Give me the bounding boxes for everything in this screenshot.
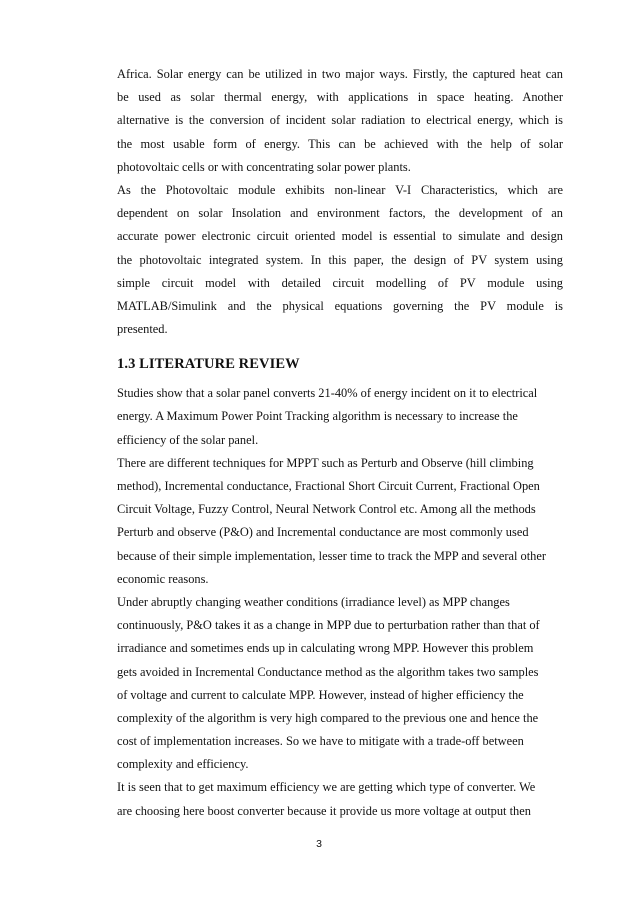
text-line: efficiency of the solar panel. [117, 432, 259, 447]
text-line: photovoltaic cells or with concentrating solar power plants. [117, 159, 411, 174]
text-line: presented. [117, 322, 168, 337]
text-line: of voltage and current to calculate MPP. However, instead of higher efficiency the [117, 687, 524, 702]
text-line: As the Photovoltaic module exhibits non-linear V-I Characteristics, which are [117, 182, 563, 197]
text-line: be used as solar thermal energy, with applications in space heating. Another [117, 90, 563, 105]
text-line: Under abruptly changing weather conditions (irradiance level) as MPP changes [117, 594, 510, 609]
text-line: simple circuit model with detailed circuit modelling of PV module using [117, 275, 563, 290]
text-line: It is seen that to get maximum efficiency we are getting which type of converter. We [117, 780, 536, 795]
text-line: complexity of the algorithm is very high compared to the previous one and hence the [117, 710, 539, 725]
paragraph [117, 63, 563, 179]
paragraph [117, 591, 563, 777]
page-number: 3 [316, 838, 322, 850]
text-line: energy. A Maximum Power Point Tracking algorithm is necessary to increase the [117, 409, 518, 424]
text-line: because of their simple implementation, lesser time to track the MPP and several other [117, 548, 546, 563]
text-line: economic reasons. [117, 571, 209, 586]
text-line: There are different techniques for MPPT such as Perturb and Observe (hill climbing [117, 455, 534, 470]
text-line: continuously, P&O takes it as a change in MPP due to perturbation rather than that of [117, 618, 540, 633]
paragraph [117, 179, 563, 341]
text-line: the photovoltaic integrated system. In this paper, the design of PV system using [117, 252, 563, 267]
text-line: irradiance and sometimes ends up in calculating wrong MPP. However this problem [117, 641, 534, 656]
text-line: Africa. Solar energy can be utilized in two major ways. Firstly, the captured heat can [117, 67, 563, 81]
text-line: gets avoided in Incremental Conductance method as the algorithm takes two samples [117, 664, 539, 679]
text-line: are choosing here boost converter because it provide us more voltage at output then [117, 803, 531, 818]
text-line: Perturb and observe (P&O) and Incremental conductance are most commonly used [117, 525, 529, 540]
paragraph [117, 452, 563, 591]
text-line: complexity and efficiency. [117, 757, 249, 772]
text-line: Circuit Voltage, Fuzzy Control, Neural Network Control etc. Among all the methods [117, 502, 536, 517]
text-line: cost of implementation increases. So we have to mitigate with a trade-off between [117, 734, 524, 749]
text-line: dependent on solar Insolation and environment factors, the development of an [117, 206, 563, 221]
text-line: accurate power electronic circuit oriented model is essential to simulate and design [117, 229, 563, 244]
text-line: method), Incremental conductance, Fractional Short Circuit Current, Fractional Open [117, 479, 540, 493]
text-line: the most usable form of energy. This can be achieved with the help of solar [117, 136, 563, 151]
paragraph [117, 382, 563, 452]
page-content [117, 63, 563, 823]
paragraph [117, 776, 563, 822]
text-line: alternative is the conversion of incident solar radiation to electrical energy, which is [117, 113, 563, 128]
text-line: Studies show that a solar panel converts 21-40% of energy incident on it to electrical [117, 386, 538, 401]
text-line: MATLAB/Simulink and the physical equations governing the PV module is [117, 298, 563, 313]
section-heading: 1.3 LITERATURE REVIEW [117, 356, 300, 373]
